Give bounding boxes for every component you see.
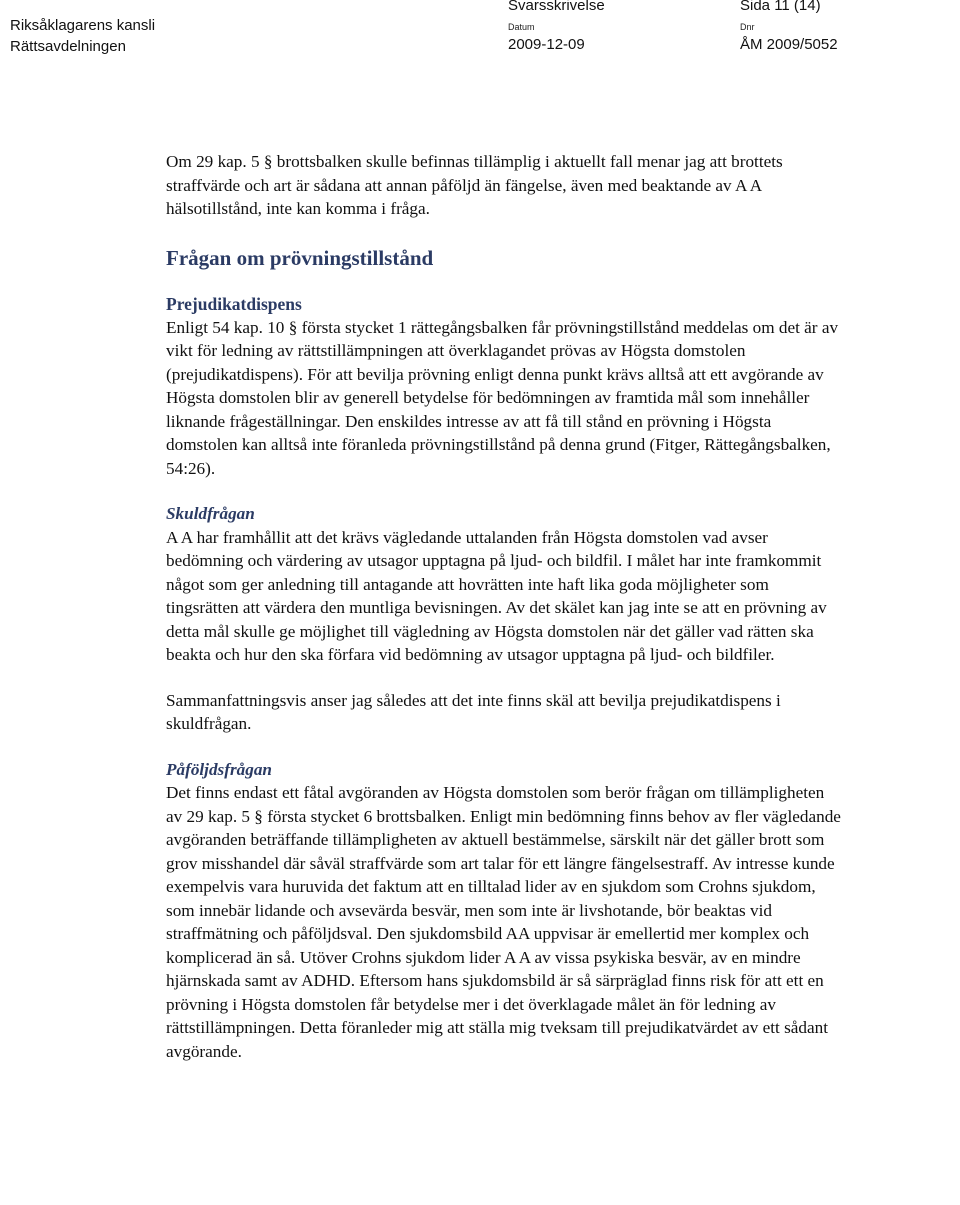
header-org: Riksåklagarens kansli <box>10 17 156 34</box>
paragraph-intro: Om 29 kap. 5 § brottsbalken skulle befinnas tillämplig i aktuellt fall menar jag att brottets straffvärde och art är sådana att annan påföljd än fängelse, även med beaktande av A A hälsotillstånd, inte kan komma i fråga. <box>166 152 783 218</box>
document-body <box>166 150 842 1063</box>
header-ref-label: Dnr <box>740 22 755 32</box>
heading-prejudikatdispens: Prejudikatdispens <box>166 293 302 314</box>
heading-pafoljdsfragan: Påföljdsfrågan <box>166 759 272 779</box>
paragraph-sammanfattning: Sammanfattningsvis anser jag således att det inte finns skäl att bevilja prejudikatdispens i skuldfrågan. <box>166 690 781 733</box>
heading-provningstillstand: Frågan om prövningstillstånd <box>166 245 434 270</box>
heading-skuldfragan: Skuldfrågan <box>166 504 255 523</box>
header-ref: ÅM 2009/5052 <box>740 36 838 53</box>
paragraph-prejudikatdispens: Enligt 54 kap. 10 § första stycket 1 rättegångsbalken får prövningstillstånd meddelas om det är av vikt för ledning av rättstillämpningen att överklagandet prövas av Högsta domstolen (prejudikatdispens). För att bevilja prövning enligt denna punkt krävs alltså att ett avgörande av Högsta domstolen blir av generell betydelse för bedömningen av framtida mål som innehåller liknande frågeställningar. Den enskildes intresse av att få till stånd en prövning i Högsta domstolen kan alltså inte föranleda prövningstillstånd på denna grund (Fitger, Rättegångsbalken, 54:26). <box>166 317 839 478</box>
header-page-number: Sida 11 (14) <box>740 0 821 14</box>
header-date-label: Datum <box>508 22 535 32</box>
header-date: 2009-12-09 <box>508 36 585 53</box>
paragraph-pafoljdsfragan: Det finns endast ett fåtal avgöranden av Högsta domstolen som berör frågan om tillämpligheten av 29 kap. 5 § första stycket 6 brottsbalken. Enligt min bedömning finns behov av fler vägledande avgöranden beträffande tillämpligheten av aktuell bestämmelse, särskilt när det gäller brott som grov misshandel där såväl straffvärde som art talar för ett längre fängelsestraff. Av intresse kunde exempelvis vara huruvida det faktum att en tilltalad lider av en sjukdom som Crohns sjukdom, som innebär lidande och avsevärda besvär, men som inte är livshotande, bör beaktas vid straffmätning och påföljdsval. Den sjukdomsbild AA uppvisar är emellertid mer komplex och komplicerad än så. Utöver Crohns sjukdom lider A A av vissa psykiska besvär, av en mindre hjärnskada samt av ADHD. Eftersom hans sjukdomsbild är så särpräglad finns risk för att ett en prövning i Högsta domstolen får betydelse mer i det överklagade målet än för ledning av rättstillämpningen. Detta föranleder mig att ställa mig tveksam till prejudikatvärdet av ett sådant avgörande. <box>166 783 841 1061</box>
header-dept: Rättsavdelningen <box>10 38 126 55</box>
header-doc-type: Svarsskrivelse <box>508 0 605 14</box>
paragraph-skuldfragan: A A har framhållit att det krävs vägledande uttalanden från Högsta domstolen vad avser bedömning och värdering av utsagor upptagna på ljud- och bildfil. I målet har inte framkommit något som ger anledning till antagande att hovrätten inte haft lika goda möjligheter som tingsrätten att värdera den muntliga bevisningen. Av det skälet kan jag inte se att en prövning av detta mål skulle ge möjlighet till vägledning av Högsta domstolen när det gäller vad rätten ska beakta och hur den ska förfara vid bedömning av utsagor upptagna på ljud- och bildfiler. <box>166 527 827 664</box>
